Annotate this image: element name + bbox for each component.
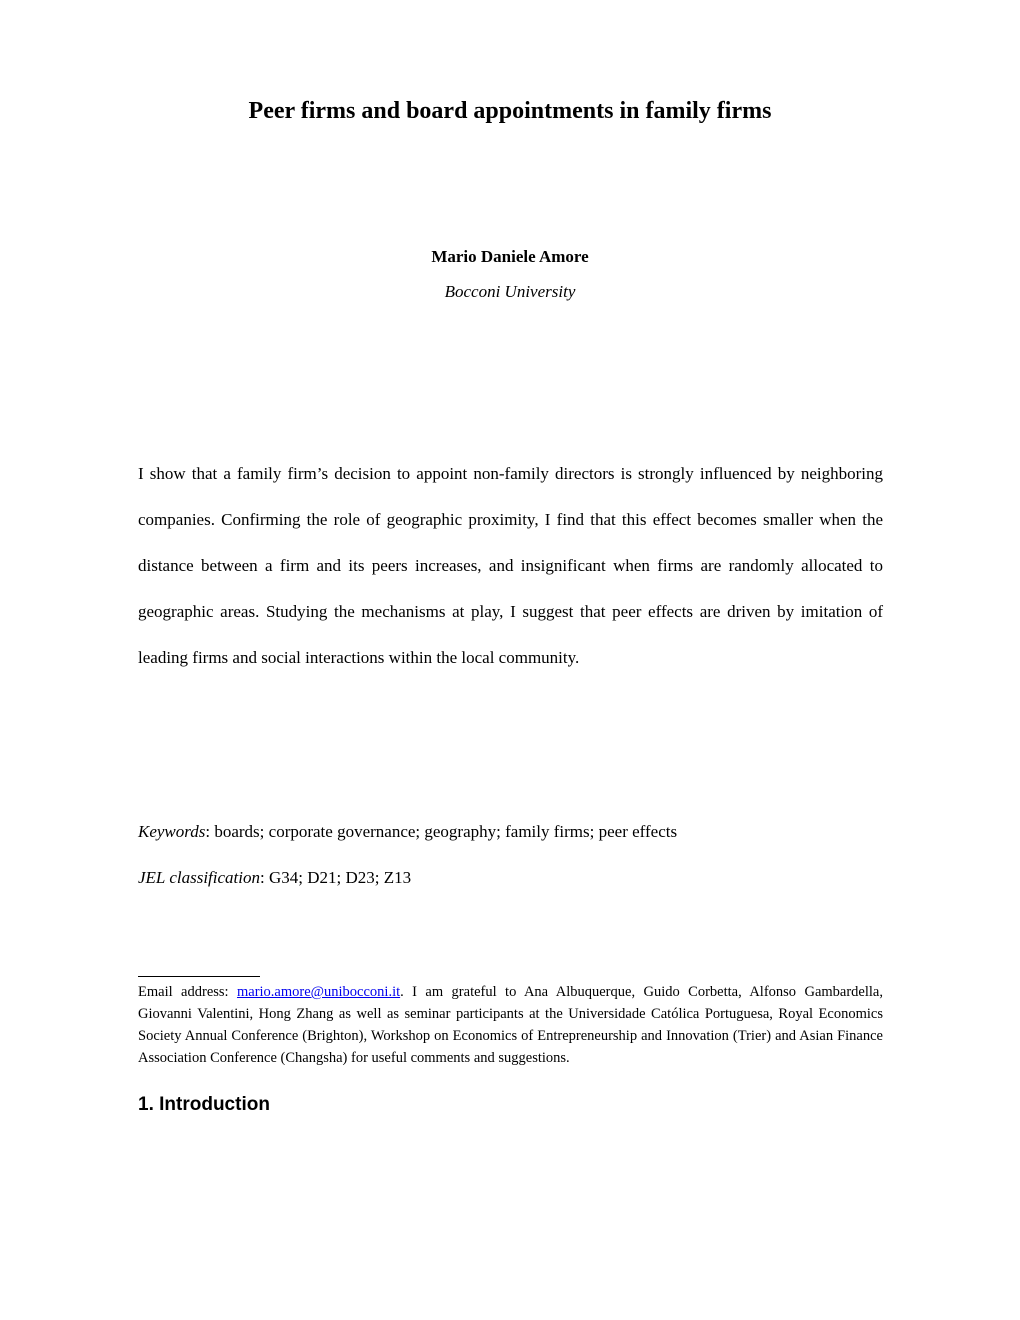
section-heading-introduction: 1. Introduction xyxy=(138,1094,270,1115)
jel-text: : G34; D21; D23; Z13 xyxy=(260,868,412,887)
paper-title: Peer firms and board appointments in family firms xyxy=(248,98,772,124)
keywords-text: : boards; corporate governance; geography; family firms; peer effects xyxy=(205,822,678,841)
jel-classification-line xyxy=(138,867,883,889)
keywords-line xyxy=(138,821,883,843)
author-name: Mario Daniele Amore xyxy=(431,247,589,266)
footnote xyxy=(138,981,883,1069)
abstract: I show that a family firm’s decision to appoint non-family directors is strongly influenced by neighboring companies. Confirming the role of geographic proximity, I find that this effect becomes smaller when the distance between a firm and its peers increases, and insignificant when firms are randomly allocated to geographic areas. Studying the mechanisms at play, I suggest that peer effects are driven by imitation of leading firms and social interactions within the local community. xyxy=(138,464,883,667)
keywords-label: Keywords xyxy=(138,822,206,841)
footnote-prefix: Email address: xyxy=(138,984,237,1000)
email-link[interactable]: mario.amore@unibocconi.it xyxy=(236,984,401,1000)
author-affiliation: Bocconi University xyxy=(444,282,576,301)
jel-label: JEL classification xyxy=(138,868,260,887)
footnote-text: . I am grateful to Ana Albuquerque, Guido Corbetta, Alfonso Gambardella, Giovanni Valentini, Hong Zhang as well as seminar participants at the Universidade Católica Portuguesa, Royal Economics Society Annual Conference (Brighton), Workshop on Economics of Entrepreneurship and Innovation (Trier) and Asian Finance Association Conference (Changsha) for useful comments and suggestions. xyxy=(138,984,883,1066)
footnote-divider xyxy=(138,976,260,977)
